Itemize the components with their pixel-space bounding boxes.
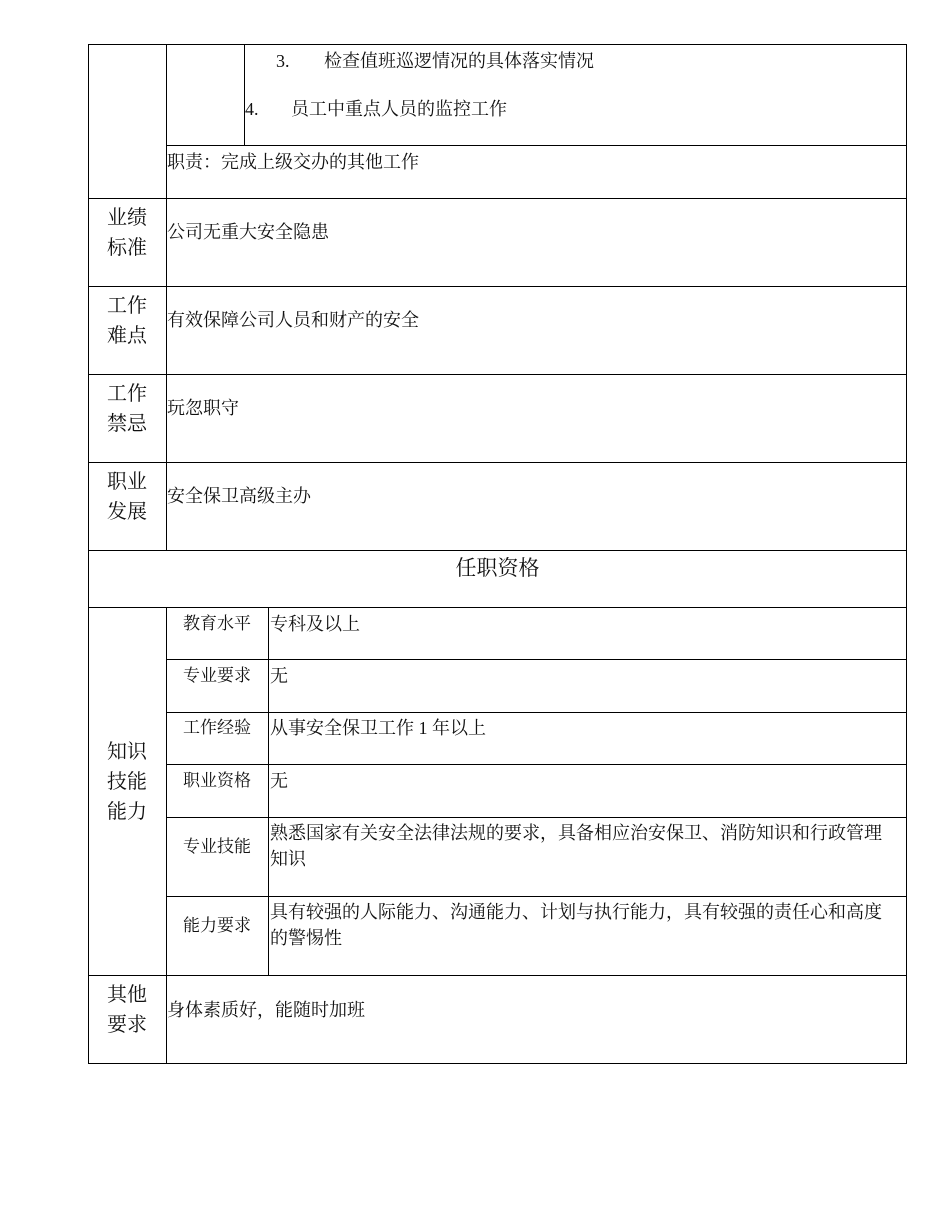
- duty-item-text: 检查值班巡逻情况的具体落实情况: [324, 51, 594, 71]
- duties-subcolumn-divider: [244, 44, 245, 146]
- row-divider: [88, 550, 907, 551]
- other-requirements-value: 身体素质好，能随时加班: [167, 1000, 365, 1020]
- taboo-label: 工作 禁忌: [107, 381, 147, 435]
- difficulty-value: 有效保障公司人员和财产的安全: [167, 310, 419, 330]
- ability-label: 能力要求: [183, 916, 251, 936]
- difficulty-label: 工作 难点: [107, 293, 147, 347]
- qualification-row-divider: [166, 896, 907, 897]
- qualification-row-divider: [166, 712, 907, 713]
- professional-skill-value: 熟悉国家有关安全法律法规的要求，具备相应治安保卫、消防知识和行政管理知识: [270, 823, 882, 869]
- taboo-value: 玩忽职守: [167, 398, 239, 418]
- certification-value: 无: [270, 771, 288, 791]
- duty-item-number: 3.: [276, 51, 290, 71]
- qualification-column-divider: [268, 607, 269, 976]
- row-divider: [88, 198, 907, 199]
- row-divider: [88, 374, 907, 375]
- career-value: 安全保卫高级主办: [167, 486, 311, 506]
- duty-item-number: 4.: [245, 99, 259, 119]
- other-requirements-label: 其他 要求: [107, 982, 147, 1036]
- qualification-row-divider: [166, 659, 907, 660]
- label-column-divider: [166, 44, 167, 551]
- table-border-bottom: [88, 1063, 907, 1064]
- certification-label: 职业资格: [183, 771, 251, 791]
- other-duty-text: 职责：完成上级交办的其他工作: [167, 152, 419, 172]
- qualification-row-divider: [166, 817, 907, 818]
- experience-value: 从事安全保卫工作 1 年以上: [270, 718, 486, 738]
- education-value: 专科及以上: [270, 614, 360, 634]
- row-divider: [88, 286, 907, 287]
- knowledge-skill-label: 知识 技能 能力: [107, 739, 147, 823]
- table-border-top: [88, 44, 907, 45]
- qualifications-heading: 任职资格: [455, 556, 540, 580]
- row-divider: [166, 145, 907, 146]
- qualification-row-divider: [166, 764, 907, 765]
- performance-value: 公司无重大安全隐患: [167, 222, 329, 242]
- row-divider: [88, 462, 907, 463]
- duty-item-text: 员工中重点人员的监控工作: [291, 99, 507, 119]
- major-label: 专业要求: [183, 666, 251, 686]
- ability-value: 具有较强的人际能力、沟通能力、计划与执行能力，具有较强的责任心和高度的警惕性: [270, 902, 882, 948]
- performance-label: 业绩 标准: [107, 205, 147, 259]
- row-divider: [88, 607, 907, 608]
- experience-label: 工作经验: [183, 718, 251, 738]
- row-divider: [88, 975, 907, 976]
- career-label: 职业 发展: [107, 469, 147, 523]
- education-label: 教育水平: [183, 614, 251, 634]
- professional-skill-label: 专业技能: [183, 837, 251, 857]
- major-value: 无: [270, 666, 288, 686]
